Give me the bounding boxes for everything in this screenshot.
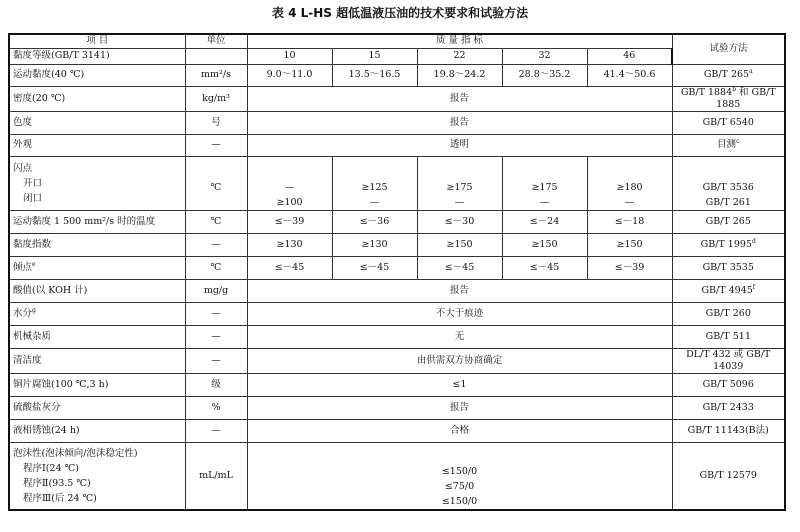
spec-table [8, 33, 786, 511]
grade-cell: 10 [247, 48, 332, 64]
table-row-copper-corrosion: 铜片腐蚀(100 ℃,3 h) 级 ≤1 GB/T 5096 [9, 373, 785, 396]
header-item: 项 目 [9, 34, 185, 48]
table-row-color: 色度 号 报告 GB/T 6540 [9, 111, 785, 134]
table-row-viscosity-index: 黏度指数 — ≥130 ≥130 ≥150 ≥150 ≥150 GB/T 1995$^d$ [9, 233, 785, 256]
table-row-kinematic-viscosity: 运动黏度(40 ℃) mm²/s 9.0～11.0 13.5～16.5 19.8～24.2 28.8～35.2 41.4～50.6 GB/T 265$^a$ [9, 64, 785, 86]
table-row-foam: 泡沫性(泡沫倾向/泡沫稳定性) 程序Ⅰ(24 ℃) 程序Ⅱ(93.5 ℃) 程序Ⅲ(后 24 ℃) mL/mL ≤150/0 ≤75/0 ≤150/0 GB/T 12579 [9, 442, 785, 510]
table-row-density: 密度(20 ℃) kg/m³ 报告 GB/T 1884$^b$ 和 GB/T 1885 [9, 86, 785, 111]
table-row-rust: 液相锈蚀(24 h) — 合格 GB/T 11143(B法) [9, 419, 785, 442]
header-method: 试验方法 [672, 34, 785, 64]
table-row-pour-point: 倾点$^e$ ℃ ≤－45 ≤－45 ≤－45 ≤－45 ≤－39 GB/T 3535 [9, 256, 785, 279]
grade-cell: 46 [587, 48, 672, 64]
table-row-acid-value: 酸值(以 KOH 计) mg/g 报告 GB/T 4945$^f$ [9, 279, 785, 302]
grade-label: 黏度等级(GB/T 3141) [9, 48, 185, 64]
grade-row [9, 48, 785, 64]
grade-cell: 32 [502, 48, 587, 64]
header-quality: 质 量 指 标 [247, 34, 672, 48]
table-row-appearance: 外观 — 透明 目测$^c$ [9, 134, 785, 156]
table-row-sulfated-ash: 硫酸盐灰分 % 报告 GB/T 2433 [9, 396, 785, 419]
grade-cell: 15 [332, 48, 417, 64]
table-row-cleanliness: 清洁度 — 由供需双方协商确定 DL/T 432 或 GB/T 14039 [9, 348, 785, 373]
header-row [9, 34, 785, 48]
table-row-water: 水分$^g$ — 不大于痕迹 GB/T 260 [9, 302, 785, 325]
grade-cell: 22 [417, 48, 502, 64]
table-row-temp-1500: 运动黏度 1 500 mm²/s 时的温度 ℃ ≤－39 ≤－36 ≤－30 ≤－24 ≤－18 GB/T 265 [9, 210, 785, 233]
table-title: 表 4 L-HS 超低温液压油的技术要求和试验方法 [271, 6, 529, 20]
table-row-flash-point: 闪点 开口 闭口 ℃ — ≥100 ≥125 — ≥175 — ≥175 — ≥180 — GB/T 3536 GB/T 261 [9, 156, 785, 210]
table-row-impurities: 机械杂质 — 无 GB/T 511 [9, 325, 785, 348]
header-unit: 单位 [185, 34, 247, 48]
